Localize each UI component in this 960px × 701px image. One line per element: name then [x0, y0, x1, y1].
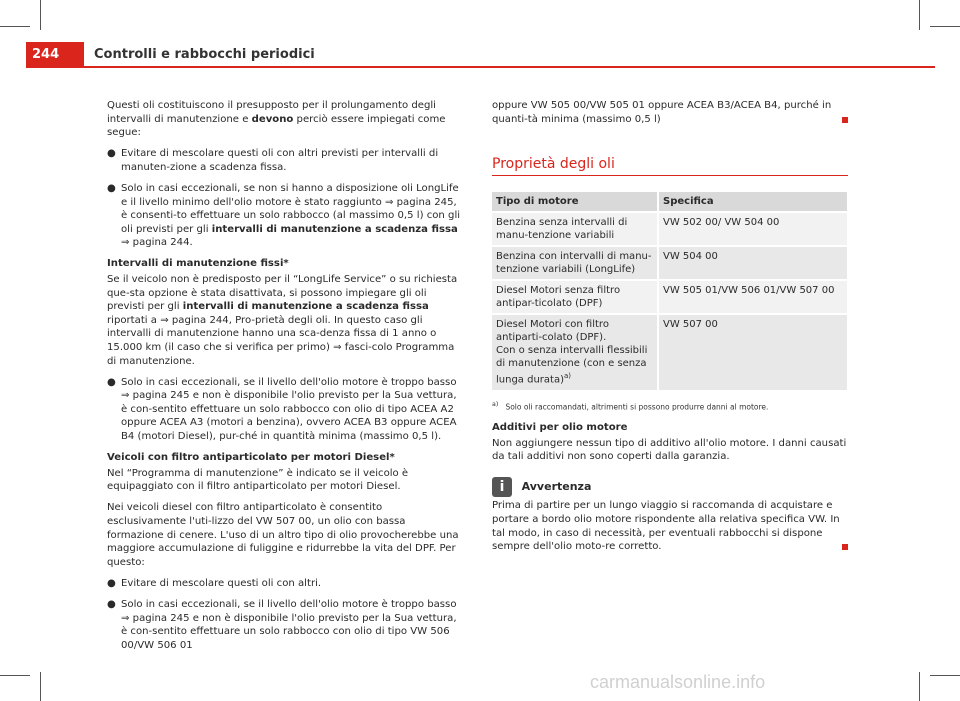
text: Solo in casi eccezionali, se non si hanno a disposizione oli LongLife e il livello minimo dell'olio motore è stato raggiunto ⇒ pagina 245, è consenti-to effettuare un solo rabbocco (al massimo 0,5 l) con gli oli previsti per gli [121, 182, 461, 235]
text: Solo oli raccomandati, altrimenti si possono produrre danni al motore. [505, 402, 769, 412]
text: riportati a ⇒ pagina 244, Pro-prietà degli oli. In questo caso gli intervalli di manutenzione hanno una sca-denza fissa di 1 anno o 15.000 km (il caso che si verifica per primo) ⇒ fasci-colo Programma di manutenzione. [107, 314, 455, 367]
crop-mark [930, 675, 960, 676]
table-cell: Diesel Motori senza filtro antipar-ticolato (DPF) [492, 280, 658, 314]
crop-mark [40, 672, 41, 701]
column-header: Specifica [658, 191, 847, 212]
table-row [492, 280, 847, 314]
paragraph: Non aggiungere nessun tipo di additivo all'olio motore. I danni causati da tali additivi non sono coperti dalla garanzia. [492, 437, 847, 463]
subheading-fixed-intervals: Intervalli di manutenzione fissi* [107, 258, 289, 270]
list-item [107, 577, 463, 591]
crop-mark [0, 26, 30, 27]
table-cell: VW 505 01/VW 506 01/VW 507 00 [658, 280, 847, 314]
table-cell: Benzina senza intervalli di manu-tenzione variabili [492, 212, 658, 246]
crop-mark [40, 0, 41, 30]
list-item [107, 147, 463, 174]
crop-mark [0, 675, 30, 676]
bullet-icon: ● [107, 577, 116, 589]
crop-mark [919, 0, 920, 30]
text: Prima di partire per un lungo viaggio si raccomanda di acquistare e portare a bordo olio motore rispondente alla relativa specifica VW. In tal modo, in caso di necessità, per eventuali rabbocchi si dispone sempre dell'olio moto-re corretto. [492, 500, 840, 553]
subheading-dpf: Veicoli con filtro antiparticolato per motori Diesel* [107, 452, 395, 464]
oil-spec-table [492, 190, 847, 389]
text-bold: devono [251, 113, 294, 125]
table-row [492, 246, 847, 280]
warning-text [492, 499, 848, 553]
right-column [492, 99, 848, 561]
paragraph [107, 99, 463, 140]
list-item [107, 598, 463, 652]
text: Solo in casi eccezionali, se il livello dell'olio motore è troppo basso ⇒ pagina 245 e non è disponibile l'olio previsto per la Sua vettura, è con-sentito effettuare un solo rabbocco con olio di tipo VW 506 00/VW 506 01 [121, 599, 457, 651]
table-cell: VW 507 00 [658, 314, 847, 389]
watermark: carmanualsonline.info [590, 672, 766, 692]
text: oppure VW 505 00/VW 505 01 oppure ACEA B3/ACEA B4, purché in quanti-tà minima (massimo 0,5 l) [492, 100, 832, 125]
paragraph: Nel “Programma di manutenzione” è indicato se il veicolo è equipaggiato con il filtro antiparticolato per motori Diesel. [107, 467, 409, 493]
text: perciò essere impiegati come segue: [107, 113, 446, 139]
text: Evitare di mescolare questi oli con altri previsti per intervalli di manuten-zione a scadenza fissa. [121, 148, 439, 173]
table-cell: VW 502 00/ VW 504 00 [658, 212, 847, 246]
text: Questi oli costituiscono il presupposto per il prolungamento degli intervalli di manutenzione e [107, 100, 436, 125]
page-number: 244 [26, 42, 84, 68]
left-column [107, 99, 463, 660]
bullet-icon: ● [107, 599, 116, 610]
footnote-mark: a) [492, 400, 499, 408]
crop-mark [919, 672, 920, 701]
table-header [492, 191, 847, 212]
warning-title: Avvertenza [521, 480, 592, 494]
text: Evitare di mescolare questi oli con altri. [121, 577, 322, 589]
page-title: Controlli e rabbocchi periodici [94, 47, 315, 62]
table-footnote [492, 398, 848, 414]
end-marker-icon [842, 544, 848, 550]
text: Se il veicolo non è predisposto per il “LongLife Service” o su richiesta que-sta opzione è stata disattivata, si possono impiegare gli oli previsti per gli [107, 274, 458, 313]
text: Con o senza intervalli flessibili di manutenzione (con e senza lunga durata) [496, 345, 648, 386]
warning-heading [492, 477, 848, 497]
list-item [107, 376, 463, 444]
paragraph-continued [492, 99, 848, 126]
section-title: Proprietà degli oli [492, 158, 848, 177]
table-row [492, 212, 847, 246]
table-row [492, 314, 847, 389]
paragraph [107, 273, 463, 368]
text: Solo in casi eccezionali, se il livello dell'olio motore è troppo basso ⇒ pagina 245 e non è disponibile l'olio previsto per la Sua vettura, è con-sentito effettuare un solo rabbocco con olio di tipo ACEA A2 oppure ACEA A3 (motori a benzina), ovvero ACEA B3 oppure ACEA B4 (motori Diesel), pur-ché in quantità minima (massimo 0,5 l). [121, 376, 457, 443]
table-cell: VW 504 00 [658, 246, 847, 280]
table-cell: Benzina con intervalli di manu-tenzione variabili (LongLife) [492, 246, 658, 280]
crop-mark [930, 26, 960, 27]
column-header: Tipo di motore [492, 191, 658, 212]
header-rule [26, 66, 935, 68]
text-bold: intervalli di manutenzione a scadenza fissa [182, 301, 429, 313]
table-cell [492, 314, 658, 389]
footnote-ref[interactable]: a) [563, 372, 572, 381]
info-icon: i [492, 477, 512, 497]
bullet-icon: ● [107, 182, 116, 194]
paragraph: Nei veicoli diesel con filtro antiparticolato è consentito esclusivamente l'uti-lizzo del VW 507 00, un olio con bassa formazione di cenere. L'uso di un altro tipo di olio provocherebbe una maggiore accumulazione di fuliggine e ridurrebbe la vita del DPF. Per questo: [107, 502, 459, 568]
text: Diesel Motori con filtro antiparti-colato (DPF). [496, 319, 609, 344]
bullet-icon: ● [107, 148, 116, 160]
subheading-additives: Additivi per olio motore [492, 422, 628, 434]
list-item [107, 182, 463, 250]
bullet-icon: ● [107, 376, 116, 388]
page-link[interactable]: ⇒ pagina 244. [121, 237, 193, 249]
end-marker-icon [842, 117, 848, 123]
text-bold: intervalli di manutenzione a scadenza fissa [211, 223, 458, 235]
